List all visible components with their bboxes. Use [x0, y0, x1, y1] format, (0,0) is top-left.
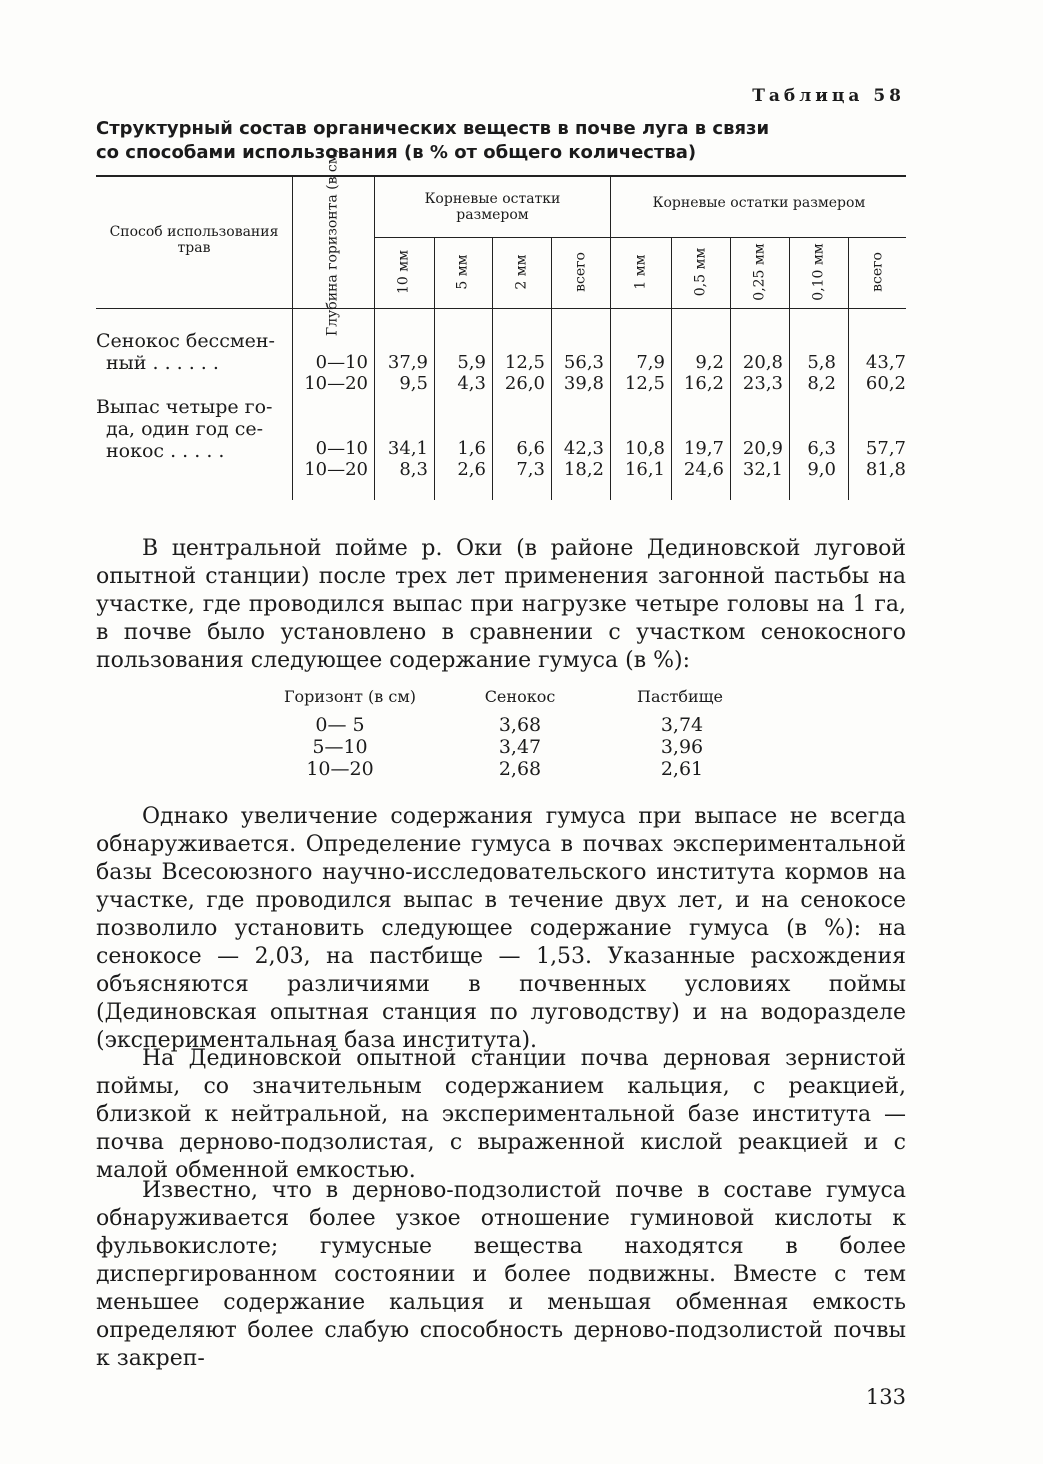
group-sub-rule [375, 237, 906, 238]
header-col: 1 мм [632, 254, 649, 290]
header-col: 2 мм [513, 254, 530, 290]
humus-header: Пастбище [637, 687, 723, 706]
value-cell: 34,1 [387, 438, 428, 459]
paragraph-text: Известно, что в дерново-подзолистой почве в составе гумуса обнаруживается более узкое отношение гуминовой кислоты к фульвокислоте; гумусные вещества находятся в более диспергированном состоянии и более подвижны. Вместе с тем меньшее содержание кальция и меньшая обменная емкость определяют более слабую способность дерново-подзолистой почвы к закреп- [96, 1178, 906, 1371]
value-cell: 1,6 [457, 438, 486, 459]
humus-cell: 0— 5 [315, 714, 365, 736]
value-cell: 60,2 [865, 373, 906, 394]
value-cell: 12,5 [624, 373, 665, 394]
col-divider [492, 238, 493, 500]
row-name-line: Выпас четыре го- [96, 396, 273, 418]
value-cell: 9,5 [399, 373, 428, 394]
value-cell: 5,8 [807, 352, 836, 373]
col-divider [789, 238, 790, 500]
value-cell: 39,8 [563, 373, 604, 394]
humus-header: Сенокос [484, 687, 556, 706]
header-group1: Корневые остатки размером [424, 191, 561, 223]
value-cell: 26,0 [504, 373, 545, 394]
paragraph [96, 803, 906, 1055]
caption-line: со способами использования (в % от общего количества) [96, 142, 697, 163]
value-cell: 9,2 [695, 352, 724, 373]
header-col: 10 мм [395, 249, 412, 295]
value-cell: 2,6 [457, 459, 486, 480]
table-top-rule [96, 175, 906, 177]
humus-cell: 2,61 [660, 758, 704, 780]
value-cell: 12,5 [504, 352, 545, 373]
value-cell: 37,9 [387, 352, 428, 373]
humus-cell: 3,47 [498, 736, 542, 758]
value-cell: 18,2 [563, 459, 604, 480]
col-divider [848, 238, 849, 500]
paragraph-text: Однако увеличение содержания гумуса при выпасе не всегда обнаруживается. Определение гумуса в почвах экспериментальной базы Всесоюзного научно-исследовательского института кормов на участке, где проводился выпас в течение двух лет, и на сенокосе позволило установить следующее содержание гумуса (в %): на сенокосе — 2,03, на пастбище — 1,53. Указанные расхождения объясняются различиями в почвенных условиях поймы (Дединовская опытная станция по луговодству) и на водоразделе (экспериментальная база института). [96, 804, 906, 1053]
value-cell: 10,8 [624, 438, 665, 459]
humus-cell: 10—20 [306, 758, 374, 780]
col-divider [671, 238, 672, 500]
table-number: Таблица 58 [752, 86, 905, 106]
page-number: 133 [865, 1385, 906, 1409]
value-cell: 5,9 [457, 352, 486, 373]
header-col: всего [869, 252, 886, 292]
header-col: 5 мм [454, 254, 471, 290]
header-method: Способ использования трав [109, 224, 279, 256]
value-cell: 42,3 [563, 438, 604, 459]
header-col: 0,25 мм [751, 243, 768, 301]
caption-line: Структурный состав органических веществ в почве луга в связи [96, 118, 770, 139]
humus-cell: 2,68 [498, 758, 542, 780]
paragraph-text: В центральной пойме р. Оки (в районе Дединовской луговой опытной станции) после трех лет применения загонной пастьбы на участке, где проводился выпас при нагрузке четыре головы на 1 га, в почве было установлено в сравнении с участком сенокосного пользования следующее содержание гумуса (в %): [96, 536, 906, 673]
value-cell: 57,7 [865, 438, 906, 459]
col-divider [292, 177, 293, 500]
value-cell: 6,3 [807, 438, 836, 459]
value-cell: 19,7 [683, 438, 724, 459]
paragraph [96, 1045, 906, 1185]
col-divider [551, 238, 552, 500]
paragraph [96, 535, 906, 675]
header-col: 0,5 мм [692, 247, 709, 297]
header-col: всего [572, 252, 589, 292]
value-cell: 6,6 [516, 438, 545, 459]
value-cell: 81,8 [865, 459, 906, 480]
value-cell: 20,9 [742, 438, 783, 459]
paragraph-text: На Дединовской опытной станции почва дерновая зернистой поймы, со значительным содержанием кальция, с реакцией, близкой к нейтральной, на экспериментальной базе института — почва дерново-подзолистая, с выраженной кислой реакцией и с малой обменной емкостью. [96, 1046, 906, 1183]
col-divider [610, 177, 611, 500]
value-cell: 7,9 [636, 352, 665, 373]
value-cell: 16,2 [683, 373, 724, 394]
header-col: 0,10 мм [810, 243, 827, 301]
row-name-line: Сенокос бессмен- [96, 330, 275, 352]
value-cell: 32,1 [742, 459, 783, 480]
humus-cell: 3,96 [660, 736, 704, 758]
header-depth: Глубина горизонта (в см) [324, 147, 341, 337]
paragraph [96, 1177, 906, 1373]
value-cell: 8,2 [807, 373, 836, 394]
depth-cell: 10—20 [304, 373, 368, 394]
row-name-line: да, один год се- [106, 418, 264, 440]
value-cell: 16,1 [624, 459, 665, 480]
humus-cell: 3,68 [498, 714, 542, 736]
row-name-line: ный . . . . . . [106, 352, 219, 374]
value-cell: 8,3 [399, 459, 428, 480]
value-cell: 56,3 [563, 352, 604, 373]
row-name-line: нокос . . . . . [106, 440, 225, 462]
humus-cell: 5—10 [312, 736, 368, 758]
table-header-rule [96, 308, 906, 309]
value-cell: 7,3 [516, 459, 545, 480]
table-caption [96, 117, 876, 165]
header-group2: Корневые остатки размером [652, 195, 866, 211]
value-cell: 20,8 [742, 352, 783, 373]
humus-header: Горизонт (в см) [283, 687, 417, 706]
humus-cell: 3,74 [660, 714, 704, 736]
value-cell: 4,3 [457, 373, 486, 394]
col-divider [434, 238, 435, 500]
value-cell: 9,0 [807, 459, 836, 480]
col-divider [374, 177, 375, 500]
depth-cell: 0—10 [315, 352, 368, 373]
depth-cell: 0—10 [315, 438, 368, 459]
col-divider [730, 238, 731, 500]
value-cell: 24,6 [683, 459, 724, 480]
value-cell: 23,3 [742, 373, 783, 394]
depth-cell: 10—20 [304, 459, 368, 480]
value-cell: 43,7 [865, 352, 906, 373]
